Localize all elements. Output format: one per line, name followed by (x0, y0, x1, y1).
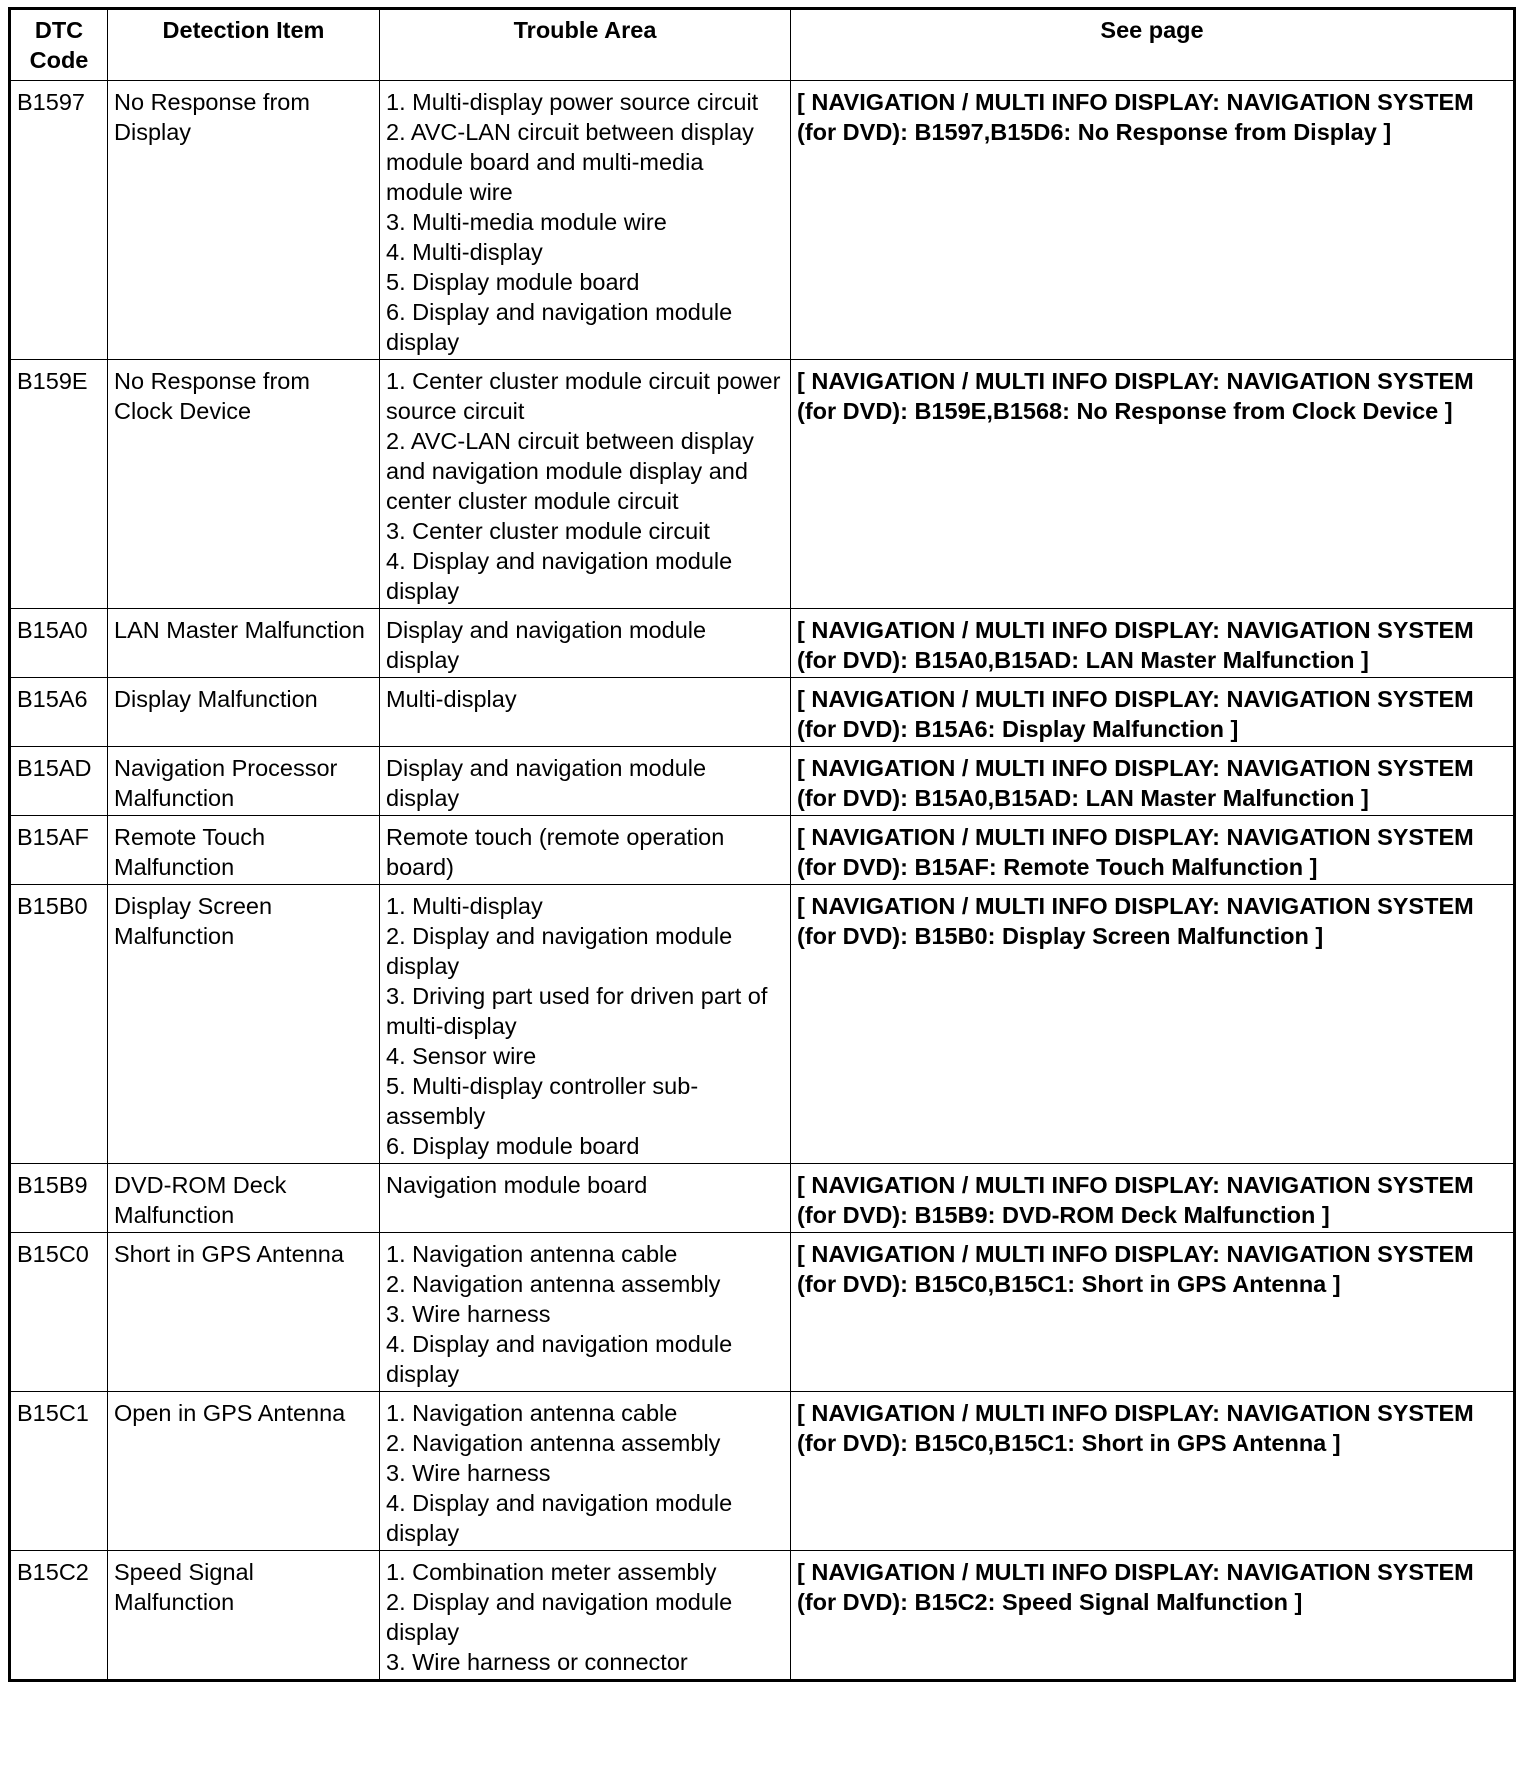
table-body (10, 81, 1515, 1681)
trouble-area-item: 4. Sensor wire (386, 1043, 537, 1069)
trouble-area-cell (380, 885, 791, 1164)
trouble-area-item: 4. Display and navigation module display (386, 1331, 733, 1387)
header-trouble-area: Trouble Area (380, 9, 791, 81)
trouble-area-item: 3. Wire harness or connector (386, 1649, 688, 1675)
see-page-link[interactable]: [ NAVIGATION / MULTI INFO DISPLAY: NAVIGATION SYSTEM (for DVD): B15A6: Display Malfunction ] (791, 678, 1515, 747)
dtc-code-cell: B15A6 (10, 678, 108, 747)
see-page-link[interactable]: [ NAVIGATION / MULTI INFO DISPLAY: NAVIGATION SYSTEM (for DVD): B15A0,B15AD: LAN Master Malfunction ] (791, 747, 1515, 816)
detection-item-cell: Remote Touch Malfunction (108, 816, 380, 885)
trouble-area-item: 2. AVC-LAN circuit between display and navigation module display and center cluster module circuit (386, 428, 754, 514)
trouble-area-item: 6. Display module board (386, 1133, 640, 1159)
see-page-link[interactable]: [ NAVIGATION / MULTI INFO DISPLAY: NAVIGATION SYSTEM (for DVD): B15B0: Display Screen Malfunction ] (791, 885, 1515, 1164)
detection-item-cell: LAN Master Malfunction (108, 609, 380, 678)
trouble-area-item: 1. Multi-display (386, 893, 543, 919)
table-row (10, 1164, 1515, 1233)
trouble-area-item: 2. AVC-LAN circuit between display module board and multi-media module wire (386, 119, 754, 205)
table-row (10, 1551, 1515, 1681)
trouble-area-item: 2. Navigation antenna assembly (386, 1271, 721, 1297)
trouble-area-item: 1. Navigation antenna cable (386, 1241, 678, 1267)
trouble-area-item: 2. Display and navigation module display (386, 923, 733, 979)
trouble-area-item: 1. Multi-display power source circuit (386, 89, 759, 115)
trouble-area-item: 3. Wire harness (386, 1301, 551, 1327)
trouble-area-item: Navigation module board (386, 1172, 648, 1198)
trouble-area-item: 3. Center cluster module circuit (386, 518, 710, 544)
dtc-code-cell: B15C0 (10, 1233, 108, 1392)
see-page-link[interactable]: [ NAVIGATION / MULTI INFO DISPLAY: NAVIGATION SYSTEM (for DVD): B15C2: Speed Signal Malfunction ] (791, 1551, 1515, 1681)
trouble-area-item: 1. Combination meter assembly (386, 1559, 717, 1585)
trouble-area-cell (380, 816, 791, 885)
detection-item-cell: Display Screen Malfunction (108, 885, 380, 1164)
table-row (10, 1392, 1515, 1551)
dtc-table (8, 7, 1516, 1682)
trouble-area-item: 4. Multi-display (386, 239, 543, 265)
dtc-code-cell: B15A0 (10, 609, 108, 678)
trouble-area-item: Remote touch (remote operation board) (386, 824, 725, 880)
table-row (10, 81, 1515, 360)
detection-item-cell: Open in GPS Antenna (108, 1392, 380, 1551)
trouble-area-cell (380, 747, 791, 816)
table-row (10, 1233, 1515, 1392)
trouble-area-item: 3. Multi-media module wire (386, 209, 667, 235)
trouble-area-item: Multi-display (386, 686, 517, 712)
trouble-area-item: Display and navigation module display (386, 617, 707, 673)
trouble-area-cell (380, 609, 791, 678)
detection-item-cell: Display Malfunction (108, 678, 380, 747)
trouble-area-item: 4. Display and navigation module display (386, 1490, 733, 1546)
header-dtc-code: DTC Code (10, 9, 108, 81)
table-header-row (10, 9, 1515, 81)
trouble-area-item: 5. Display module board (386, 269, 640, 295)
header-detection-item: Detection Item (108, 9, 380, 81)
trouble-area-item: 4. Display and navigation module display (386, 548, 733, 604)
trouble-area-cell (380, 81, 791, 360)
trouble-area-item: 3. Driving part used for driven part of multi-display (386, 983, 768, 1039)
trouble-area-cell (380, 1551, 791, 1681)
table-row (10, 747, 1515, 816)
see-page-link[interactable]: [ NAVIGATION / MULTI INFO DISPLAY: NAVIGATION SYSTEM (for DVD): B15C0,B15C1: Short in GPS Antenna ] (791, 1392, 1515, 1551)
dtc-code-cell: B15AD (10, 747, 108, 816)
dtc-code-cell: B15C2 (10, 1551, 108, 1681)
table-row (10, 885, 1515, 1164)
dtc-code-cell: B15B0 (10, 885, 108, 1164)
trouble-area-item: 5. Multi-display controller sub-assembly (386, 1073, 699, 1129)
trouble-area-cell (380, 678, 791, 747)
table-row (10, 609, 1515, 678)
trouble-area-item: 2. Navigation antenna assembly (386, 1430, 721, 1456)
see-page-link[interactable]: [ NAVIGATION / MULTI INFO DISPLAY: NAVIGATION SYSTEM (for DVD): B159E,B1568: No Response from Clock Device ] (791, 360, 1515, 609)
detection-item-cell: No Response from Display (108, 81, 380, 360)
dtc-code-cell: B15B9 (10, 1164, 108, 1233)
see-page-link[interactable]: [ NAVIGATION / MULTI INFO DISPLAY: NAVIGATION SYSTEM (for DVD): B15B9: DVD-ROM Deck Malfunction ] (791, 1164, 1515, 1233)
dtc-code-cell: B159E (10, 360, 108, 609)
table-row (10, 360, 1515, 609)
see-page-link[interactable]: [ NAVIGATION / MULTI INFO DISPLAY: NAVIGATION SYSTEM (for DVD): B15C0,B15C1: Short in GPS Antenna ] (791, 1233, 1515, 1392)
trouble-area-cell (380, 360, 791, 609)
detection-item-cell: DVD-ROM Deck Malfunction (108, 1164, 380, 1233)
trouble-area-cell (380, 1392, 791, 1551)
header-see-page: See page (791, 9, 1515, 81)
trouble-area-cell (380, 1233, 791, 1392)
trouble-area-item: 1. Navigation antenna cable (386, 1400, 678, 1426)
detection-item-cell: No Response from Clock Device (108, 360, 380, 609)
see-page-link[interactable]: [ NAVIGATION / MULTI INFO DISPLAY: NAVIGATION SYSTEM (for DVD): B1597,B15D6: No Response from Display ] (791, 81, 1515, 360)
see-page-link[interactable]: [ NAVIGATION / MULTI INFO DISPLAY: NAVIGATION SYSTEM (for DVD): B15AF: Remote Touch Malfunction ] (791, 816, 1515, 885)
detection-item-cell: Speed Signal Malfunction (108, 1551, 380, 1681)
detection-item-cell: Navigation Processor Malfunction (108, 747, 380, 816)
trouble-area-item: Display and navigation module display (386, 755, 707, 811)
dtc-code-cell: B1597 (10, 81, 108, 360)
trouble-area-cell (380, 1164, 791, 1233)
see-page-link[interactable]: [ NAVIGATION / MULTI INFO DISPLAY: NAVIGATION SYSTEM (for DVD): B15A0,B15AD: LAN Master Malfunction ] (791, 609, 1515, 678)
trouble-area-item: 2. Display and navigation module display (386, 1589, 733, 1645)
dtc-code-cell: B15AF (10, 816, 108, 885)
trouble-area-item: 6. Display and navigation module display (386, 299, 733, 355)
table-row (10, 678, 1515, 747)
trouble-area-item: 1. Center cluster module circuit power source circuit (386, 368, 781, 424)
trouble-area-item: 3. Wire harness (386, 1460, 551, 1486)
table-row (10, 816, 1515, 885)
dtc-code-cell: B15C1 (10, 1392, 108, 1551)
detection-item-cell: Short in GPS Antenna (108, 1233, 380, 1392)
